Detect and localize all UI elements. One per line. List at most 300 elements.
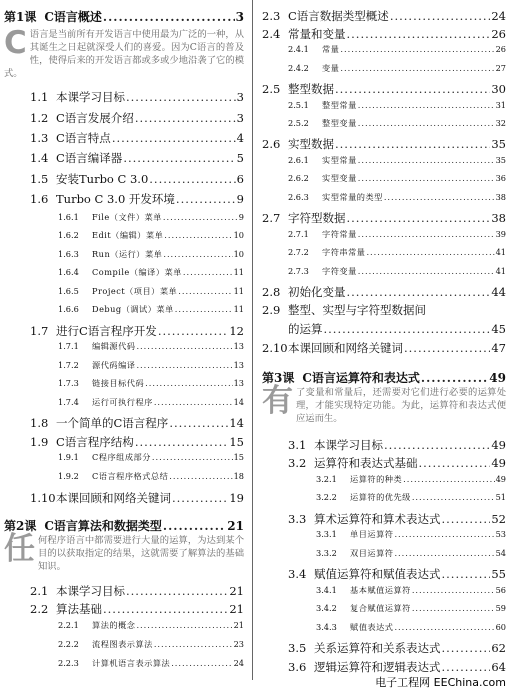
drop-cap: 有 (262, 383, 293, 419)
intro-text: 语言是当前所有开发语言中使用最为广泛的一种，从其诞生之日起就深受人们的喜爱。因为C语言的普及性，使得后来的开发语言都或多或少地沿袭了它的模式。 (4, 29, 244, 79)
section-number: 3.3 (288, 512, 307, 526)
toc-entry[interactable] (58, 471, 244, 482)
chapter-title: C语言算法和数据类型 (44, 519, 162, 533)
toc-entry[interactable] (288, 118, 506, 129)
section-number: 1.7.2 (58, 360, 79, 370)
page-number: 64 (491, 660, 506, 674)
dot-leader (135, 435, 229, 449)
section-number: 1.6.3 (58, 249, 79, 259)
dot-leader (145, 378, 232, 388)
dot-leader (358, 173, 495, 183)
chapter-intro (4, 25, 244, 80)
section-number: 2.7.1 (288, 229, 309, 239)
toc-entry[interactable] (288, 63, 506, 74)
section-number: 1.5 (30, 172, 49, 186)
toc-entry[interactable] (288, 192, 506, 203)
dot-leader (172, 491, 228, 505)
section-title: C语言发展介绍 (56, 111, 134, 125)
section-title: 算法的概念 (92, 620, 136, 630)
page-number: 44 (491, 285, 506, 299)
toc-entry[interactable] (288, 44, 506, 55)
section-title: 单目运算符 (350, 529, 394, 539)
toc-entry[interactable] (30, 110, 244, 126)
dot-leader (175, 304, 233, 314)
dot-leader (384, 438, 490, 452)
section-number: 3.2.1 (316, 474, 337, 484)
section-title: File（文件）菜单 (92, 212, 162, 222)
chapter-heading[interactable] (4, 517, 244, 534)
dot-leader (340, 63, 494, 73)
page-number: 23 (233, 639, 244, 649)
toc-entry[interactable] (30, 89, 244, 105)
dot-leader (442, 660, 491, 674)
section-title: Project（项目）菜单 (92, 286, 178, 296)
dot-leader (358, 118, 495, 128)
dot-leader (154, 639, 233, 649)
page-number: 13 (233, 360, 244, 370)
toc-entry[interactable] (58, 639, 244, 650)
section-title: 实型常量 (322, 155, 357, 165)
section-title: 实型常量的类型 (322, 192, 383, 202)
section-number: 2.2.3 (58, 658, 79, 668)
section-title: 安装Turbo C 3.0 (56, 172, 149, 186)
page-number: 3 (236, 90, 244, 104)
page-number: 32 (495, 118, 506, 128)
dot-leader (412, 585, 495, 595)
section-number: 2.6.1 (288, 155, 309, 165)
page-number: 19 (229, 491, 244, 505)
section-title: 本课学习目标 (56, 90, 125, 104)
toc-entry[interactable] (58, 341, 244, 352)
dot-leader (412, 603, 495, 613)
dot-leader (169, 416, 228, 430)
dot-leader (163, 212, 238, 222)
page-number: 52 (491, 512, 506, 526)
section-title: C语言程序结构 (56, 435, 134, 449)
toc-entry[interactable] (288, 155, 506, 166)
dot-leader (149, 172, 235, 186)
dot-leader (366, 247, 494, 257)
section-title: 关系运算符和关系表达式 (314, 641, 441, 655)
dot-leader (169, 471, 232, 481)
section-number: 1.9.2 (58, 471, 79, 481)
section-title: 编辑源代码 (92, 341, 136, 351)
dot-leader (390, 9, 491, 23)
section-title: 计算机语言表示算法 (92, 658, 171, 668)
chapter-heading[interactable] (262, 369, 506, 386)
toc-entry[interactable] (288, 173, 506, 184)
page-number: 3 (235, 10, 244, 24)
dot-leader (171, 658, 232, 668)
dot-leader (358, 266, 495, 276)
dot-leader (135, 111, 236, 125)
toc-entry[interactable] (30, 490, 244, 506)
dot-leader (335, 137, 490, 151)
toc-entry[interactable] (58, 620, 244, 631)
dot-leader (126, 90, 236, 104)
section-title: 实型变量 (322, 173, 357, 183)
toc-entry[interactable] (262, 26, 506, 42)
dot-leader (358, 229, 495, 239)
section-number: 2.5.1 (288, 100, 309, 110)
toc-entry[interactable] (262, 81, 506, 97)
chapter-intro (262, 383, 506, 425)
section-number: 2.7.2 (288, 247, 309, 257)
section-title: 逻辑运算符和逻辑表达式 (314, 660, 441, 674)
section-number: 1.6.4 (58, 267, 79, 277)
section-title: 字符变量 (322, 266, 357, 276)
toc-entry[interactable] (288, 229, 506, 240)
toc-entry[interactable] (58, 397, 244, 408)
page-number: 15 (233, 452, 244, 462)
dot-leader (103, 602, 228, 616)
chapter-intro (4, 531, 244, 573)
dot-leader (183, 267, 233, 277)
column-divider (252, 0, 253, 680)
chapter-heading[interactable] (4, 8, 244, 25)
page-number: 11 (233, 267, 244, 277)
section-title: 本课回顾和网络关键词 (288, 341, 403, 355)
dot-leader (112, 131, 236, 145)
dot-leader (123, 151, 235, 165)
toc-entry[interactable] (288, 266, 506, 277)
section-number: 2.3 (262, 9, 281, 23)
toc-entry[interactable] (58, 304, 244, 315)
toc-entry[interactable] (316, 492, 506, 503)
dot-leader (335, 82, 490, 96)
toc-entry-continued[interactable] (288, 321, 506, 337)
section-title: 运算符和表达式基础 (314, 456, 418, 470)
section-title: C语言数据类型概述 (288, 9, 389, 23)
dot-leader (163, 249, 232, 259)
toc-entry[interactable] (58, 267, 244, 278)
toc-entry[interactable] (30, 171, 244, 187)
page-number: 39 (495, 229, 506, 239)
dot-leader (158, 324, 229, 338)
toc-entry[interactable] (58, 286, 244, 297)
page-number: 11 (233, 286, 244, 296)
dot-leader (136, 341, 232, 351)
dot-leader (442, 512, 491, 526)
page-number: 51 (495, 492, 506, 502)
page-number: 35 (495, 155, 506, 165)
section-number: 1.9.1 (58, 452, 79, 462)
section-number: 2.6.2 (288, 173, 309, 183)
toc-entry[interactable] (30, 434, 244, 450)
dot-leader (394, 548, 494, 558)
section-number: 2.6 (262, 137, 281, 151)
toc-entry[interactable] (316, 622, 506, 633)
page-number: 56 (495, 585, 506, 595)
dot-leader (176, 192, 236, 206)
toc-entry[interactable] (58, 658, 244, 669)
section-number: 1.8 (30, 416, 49, 430)
watermark: 电子工程网 EEChina.com (375, 676, 506, 689)
page-number: 26 (491, 27, 506, 41)
section-title: Run（运行）菜单 (92, 249, 163, 259)
toc-entry[interactable] (316, 548, 506, 559)
dot-leader (403, 474, 494, 484)
section-title: 双目运算符 (350, 548, 394, 558)
section-title: Turbo C 3.0 开发环境 (56, 192, 175, 206)
section-number: 2.8 (262, 285, 281, 299)
section-number: 2.10 (262, 341, 288, 355)
chapter-number: 第1课 (4, 10, 37, 24)
section-number: 3.3.2 (316, 548, 337, 558)
section-title: 初始化变量 (288, 285, 346, 299)
toc-entry[interactable] (316, 603, 506, 614)
page-number: 47 (491, 341, 506, 355)
section-number: 3.2 (288, 456, 307, 470)
section-title: 链接目标代码 (92, 378, 145, 388)
section-title: 常量和变量 (288, 27, 346, 41)
page-number: 10 (233, 249, 244, 259)
page-number: 18 (233, 471, 244, 481)
section-number: 2.7.3 (288, 266, 309, 276)
section-title: 本课学习目标 (314, 438, 383, 452)
page-number: 62 (491, 641, 506, 655)
section-number: 2.7 (262, 211, 281, 225)
section-number: 1.9 (30, 435, 49, 449)
page-number: 49 (491, 456, 506, 470)
section-number: 2.2.2 (58, 639, 79, 649)
section-title: 流程图表示算法 (92, 639, 153, 649)
toc-entry[interactable] (30, 323, 244, 339)
section-number: 1.6.5 (58, 286, 79, 296)
section-number: 2.5 (262, 82, 281, 96)
dot-leader (347, 285, 491, 299)
toc-entry[interactable] (58, 360, 244, 371)
page-number: 21 (227, 519, 244, 533)
dot-leader (404, 341, 490, 355)
section-number: 1.6.6 (58, 304, 79, 314)
section-number: 1.2 (30, 111, 49, 125)
page-number: 49 (495, 474, 506, 484)
section-title: Compile（编译）菜单 (92, 267, 182, 277)
page-number: 55 (491, 567, 506, 581)
page-number: 4 (236, 131, 244, 145)
toc-entry[interactable] (58, 230, 244, 241)
toc-entry[interactable] (288, 640, 506, 656)
section-title: 赋值运算符和赋值表达式 (314, 567, 441, 581)
section-title: 基本赋值运算符 (350, 585, 411, 595)
dot-leader (324, 322, 491, 336)
toc-entry[interactable] (288, 100, 506, 111)
page-number: 24 (491, 9, 506, 23)
chapter-title: C语言概述 (44, 10, 102, 24)
section-number: 1.7.4 (58, 397, 79, 407)
section-title: 运算符的优先级 (350, 492, 411, 502)
section-title: 整型常量 (322, 100, 357, 110)
section-number: 2.1 (30, 584, 49, 598)
toc-entry[interactable] (288, 247, 506, 258)
dot-leader (394, 529, 494, 539)
page-number: 10 (233, 230, 244, 240)
intro-text: 了变量和常量后，还需要对它们进行必要的运算处理，才能实现特定功能。为此，运算符和表达式便应运而生。 (296, 387, 506, 424)
dot-leader (419, 456, 491, 470)
page-number: 15 (229, 435, 244, 449)
page-number: 9 (236, 192, 244, 206)
dot-leader (442, 567, 491, 581)
section-title: C语言特点 (56, 131, 111, 145)
dot-leader (347, 27, 491, 41)
toc-entry[interactable] (58, 249, 244, 260)
section-number: 3.4.2 (316, 603, 337, 613)
section-number: 3.4.3 (316, 622, 337, 632)
page-number: 12 (229, 324, 244, 338)
section-title: 运算符的种类 (350, 474, 403, 484)
section-title: Edit（编辑）菜单 (92, 230, 164, 240)
section-number: 3.2.2 (316, 492, 337, 502)
page-number: 31 (495, 100, 506, 110)
page-number: 6 (236, 172, 244, 186)
page-number: 13 (233, 341, 244, 351)
toc-entry[interactable] (58, 452, 244, 463)
toc-entry[interactable] (30, 583, 244, 599)
page-number: 21 (233, 620, 244, 630)
section-title: 整型、实型与字符型数据间 (288, 303, 426, 317)
toc-entry[interactable] (262, 284, 506, 300)
page-number: 30 (491, 82, 506, 96)
section-title: 字符常量 (322, 229, 357, 239)
section-title: 字符型数据 (288, 211, 346, 225)
section-number: 3.1 (288, 438, 307, 452)
dot-leader (412, 492, 495, 502)
toc-entry[interactable] (262, 8, 506, 24)
toc-entry[interactable] (262, 302, 506, 318)
section-number: 1.4 (30, 151, 49, 165)
dot-leader (154, 397, 233, 407)
section-number: 2.2 (30, 602, 49, 616)
section-number: 1.6 (30, 192, 49, 206)
section-number: 1.6.2 (58, 230, 79, 240)
section-title: 运行可执行程序 (92, 397, 153, 407)
page-number: 14 (233, 397, 244, 407)
page-number: 21 (229, 602, 244, 616)
section-title: 本课学习目标 (56, 584, 125, 598)
dot-leader (394, 622, 494, 632)
section-number: 1.10 (30, 491, 56, 505)
dot-leader (103, 10, 235, 24)
page-number: 11 (233, 304, 244, 314)
toc-entry[interactable] (316, 585, 506, 596)
section-title: 复合赋值运算符 (350, 603, 411, 613)
section-title: C语言程序格式总结 (92, 471, 169, 481)
page-number: 27 (495, 63, 506, 73)
section-number: 3.6 (288, 660, 307, 674)
section-title: 的运算 (288, 322, 323, 336)
page-number: 21 (229, 584, 244, 598)
section-title: 整型数据 (288, 82, 334, 96)
toc-entry[interactable] (30, 150, 244, 166)
chapter-number: 第3课 (262, 371, 295, 385)
section-number: 3.4 (288, 567, 307, 581)
page-number: 13 (233, 378, 244, 388)
page-number: 3 (236, 111, 244, 125)
section-number: 1.7.3 (58, 378, 79, 388)
page-number: 36 (495, 173, 506, 183)
toc-entry[interactable] (58, 378, 244, 389)
intro-text: 何程序语言中都需要进行大量的运算，为达到某个目的以获取指定的结果，这就需要了解算法的基础知识。 (38, 535, 244, 572)
toc-entry[interactable] (288, 659, 506, 675)
page-number: 53 (495, 529, 506, 539)
page-number: 9 (238, 212, 244, 222)
toc-entry[interactable] (262, 136, 506, 152)
toc-entry[interactable] (288, 455, 506, 471)
section-title: 整型变量 (322, 118, 357, 128)
section-number: 3.3.1 (316, 529, 337, 539)
section-title: 常量 (322, 44, 340, 54)
dot-leader (136, 360, 232, 370)
dot-leader (347, 211, 491, 225)
section-title: C程序组成部分 (92, 452, 151, 462)
page-number: 41 (495, 266, 506, 276)
page-number: 38 (495, 192, 506, 202)
section-title: 算法基础 (56, 602, 102, 616)
toc-entry[interactable] (30, 415, 244, 431)
toc-entry[interactable] (288, 511, 506, 527)
section-title: Debug（调试）菜单 (92, 304, 174, 314)
section-number: 3.5 (288, 641, 307, 655)
chapter-number: 第2课 (4, 519, 37, 533)
section-number: 1.1 (30, 90, 49, 104)
page-number: 24 (233, 658, 244, 668)
section-number: 2.9 (262, 303, 281, 317)
dot-leader (358, 155, 495, 165)
toc-entry[interactable] (30, 130, 244, 146)
drop-cap: C (4, 25, 27, 61)
toc-entry[interactable] (288, 566, 506, 582)
page-number: 59 (495, 603, 506, 613)
section-number: 1.7.1 (58, 341, 79, 351)
dot-leader (178, 286, 232, 296)
section-title: 赋值表达式 (350, 622, 394, 632)
dot-leader (136, 620, 232, 630)
section-number: 2.5.2 (288, 118, 309, 128)
toc-entry[interactable] (30, 191, 244, 207)
section-title: 字符串常量 (322, 247, 366, 257)
section-number: 3.4.1 (316, 585, 337, 595)
dot-leader (358, 100, 495, 110)
section-number: 2.4 (262, 27, 281, 41)
toc-entry[interactable] (58, 212, 244, 223)
dot-leader (384, 192, 495, 202)
section-title: C语言编译器 (56, 151, 123, 165)
page-number: 54 (495, 548, 506, 558)
page-number: 14 (229, 416, 244, 430)
section-number: 1.6.1 (58, 212, 79, 222)
toc-entry[interactable] (316, 474, 506, 485)
page-number: 49 (491, 438, 506, 452)
dot-leader (442, 641, 491, 655)
toc-entry[interactable] (316, 529, 506, 540)
section-title: 进行C语言程序开发 (56, 324, 157, 338)
toc-entry[interactable] (262, 210, 506, 226)
section-number: 2.4.1 (288, 44, 309, 54)
page-number: 26 (495, 44, 506, 54)
page-number: 35 (491, 137, 506, 151)
toc-entry[interactable] (288, 437, 506, 453)
toc-entry[interactable] (30, 601, 244, 617)
section-number: 2.6.3 (288, 192, 309, 202)
section-title: 实型数据 (288, 137, 334, 151)
section-number: 1.7 (30, 324, 49, 338)
page-number: 45 (491, 322, 506, 336)
section-number: 2.4.2 (288, 63, 309, 73)
dot-leader (163, 519, 226, 533)
page-number: 60 (495, 622, 506, 632)
toc-entry[interactable] (262, 340, 506, 356)
